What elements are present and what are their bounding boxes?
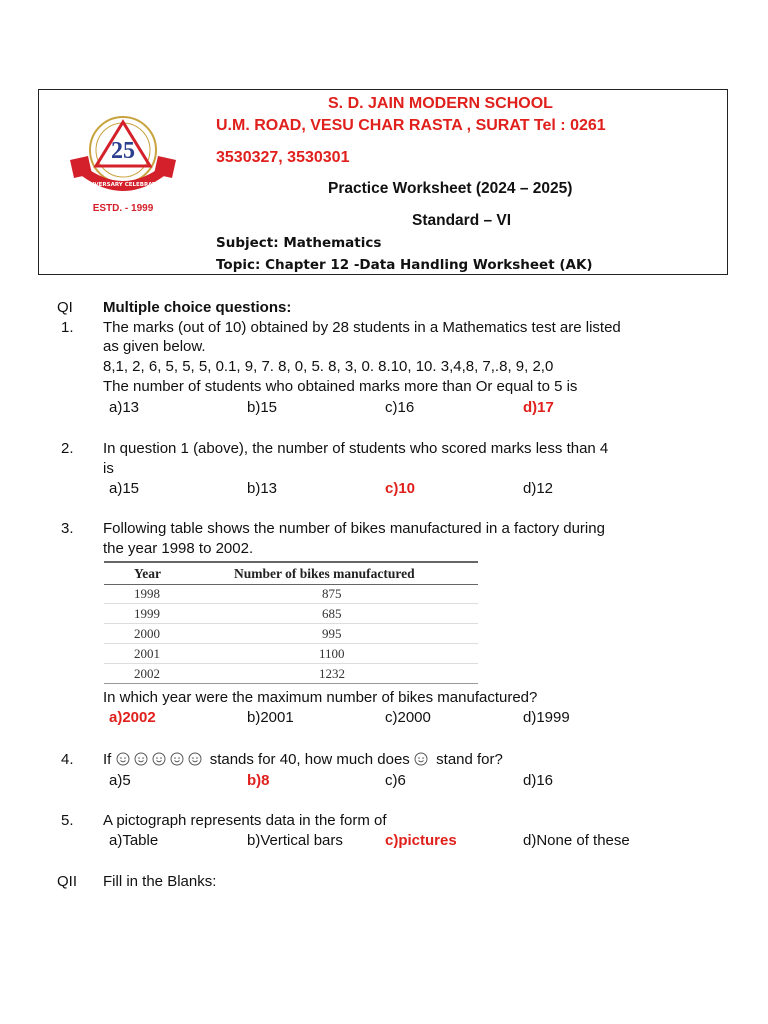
q5-option-a: a)Table xyxy=(109,832,159,849)
table-row-divider xyxy=(104,623,478,624)
q3-option-a-answer: a)2002 xyxy=(109,709,156,726)
table-header-year: Year xyxy=(134,566,161,581)
table-cell-year: 2000 xyxy=(134,626,160,641)
table-cell-bikes: 995 xyxy=(322,626,342,641)
subject-line: Subject: Mathematics xyxy=(216,235,382,251)
smiley-icon xyxy=(414,752,428,766)
q1-line4: The number of students who obtained marks more than Or equal to 5 is xyxy=(103,378,578,395)
section2-title: Fill in the Blanks: xyxy=(103,873,217,890)
q4-number: 4. xyxy=(61,751,74,768)
smiley-icon xyxy=(188,752,202,766)
logo-estd: ESTD. - 1999 xyxy=(92,203,154,214)
q3-option-b: b)2001 xyxy=(247,709,294,726)
q1-option-b: b)15 xyxy=(247,399,278,416)
table-row-divider xyxy=(104,663,478,664)
q4-option-c: c)6 xyxy=(385,772,406,789)
q3-option-c: c)2000 xyxy=(385,709,431,726)
table-cell-bikes: 1100 xyxy=(319,646,345,661)
q1-line1: The marks (out of 10) obtained by 28 students in a Mathematics test are listed xyxy=(103,319,621,336)
standard-title: Standard – VI xyxy=(412,212,512,229)
table-cell-year: 2002 xyxy=(134,666,160,681)
table-bottom-rule xyxy=(104,683,478,684)
q2-option-a: a)15 xyxy=(109,480,140,497)
q3-question: In which year were the maximum number of bikes manufactured? xyxy=(103,689,538,706)
q2-number: 2. xyxy=(61,440,74,457)
q2-option-d: d)12 xyxy=(523,480,554,497)
table-header-rule xyxy=(104,584,478,585)
section1-title: Multiple choice questions: xyxy=(103,299,292,316)
q1-line3: 8,1, 2, 6, 5, 5, 5, 0.1, 9, 7. 8, 0, 5. 8, 3, 0. 8.10, 10. 3,4,8, 7,.8, 9, 2,0 xyxy=(103,358,554,375)
smiley-icon xyxy=(152,752,166,766)
table-top-rule xyxy=(104,561,478,563)
q3-line1: Following table shows the number of bikes manufactured in a factory during xyxy=(103,520,605,537)
q5-option-b: b)Vertical bars xyxy=(247,832,343,849)
table-cell-year: 1998 xyxy=(134,586,160,601)
school-address: U.M. ROAD, VESU CHAR RASTA , SURAT Tel : 0261 xyxy=(216,117,606,134)
section1-label: QI xyxy=(57,299,73,316)
q3-option-d: d)1999 xyxy=(523,709,570,726)
school-name: S. D. JAIN MODERN SCHOOL xyxy=(328,95,553,112)
q1-option-a: a)13 xyxy=(109,399,140,416)
table-cell-bikes: 875 xyxy=(322,586,342,601)
table-cell-year: 2001 xyxy=(134,646,160,661)
q2-line1: In question 1 (above), the number of students who scored marks less than 4 xyxy=(103,440,609,457)
q1-number: 1. xyxy=(61,319,74,336)
q5-option-c-answer: c)pictures xyxy=(385,832,457,849)
q4-suffix: stand for? xyxy=(436,751,503,768)
q1-line2: as given below. xyxy=(103,338,206,355)
table-cell-year: 1999 xyxy=(134,606,160,621)
q4-option-b-answer: b)8 xyxy=(247,772,270,789)
q2-line2: is xyxy=(103,460,114,477)
table-cell-bikes: 685 xyxy=(322,606,342,621)
table-row-divider xyxy=(104,603,478,604)
worksheet-title: Practice Worksheet (2024 – 2025) xyxy=(328,180,573,197)
section2-label: QII xyxy=(57,873,78,890)
logo-ribbon-text: ANNIVERSARY CELEBRATION xyxy=(78,182,168,188)
q4-middle: stands for 40, how much does xyxy=(209,751,410,768)
logo-number: 25 xyxy=(111,138,135,164)
topic-line: Topic: Chapter 12 -Data Handling Worksheet (AK) xyxy=(216,257,593,273)
q1-option-d-answer: d)17 xyxy=(523,399,554,416)
smiley-icon xyxy=(134,752,148,766)
q5-number: 5. xyxy=(61,812,74,829)
smiley-icon xyxy=(116,752,130,766)
q4-line xyxy=(103,751,503,769)
table-cell-bikes: 1232 xyxy=(319,666,345,681)
q4-option-d: d)16 xyxy=(523,772,554,789)
q5-line1: A pictograph represents data in the form of xyxy=(103,812,387,829)
school-phones: 3530327, 3530301 xyxy=(216,149,350,166)
bikes-table xyxy=(104,561,478,685)
q5-option-d: d)None of these xyxy=(523,832,630,849)
table-header-bikes: Number of bikes manufactured xyxy=(234,566,415,581)
q2-option-b: b)13 xyxy=(247,480,278,497)
school-logo xyxy=(66,108,180,218)
table-row-divider xyxy=(104,643,478,644)
q3-line2: the year 1998 to 2002. xyxy=(103,540,254,557)
q1-option-c: c)16 xyxy=(385,399,415,416)
q4-prefix: If xyxy=(103,751,112,768)
smiley-icon xyxy=(170,752,184,766)
q2-option-c-answer: c)10 xyxy=(385,480,416,497)
q4-option-a: a)5 xyxy=(109,772,131,789)
q3-number: 3. xyxy=(61,520,74,537)
